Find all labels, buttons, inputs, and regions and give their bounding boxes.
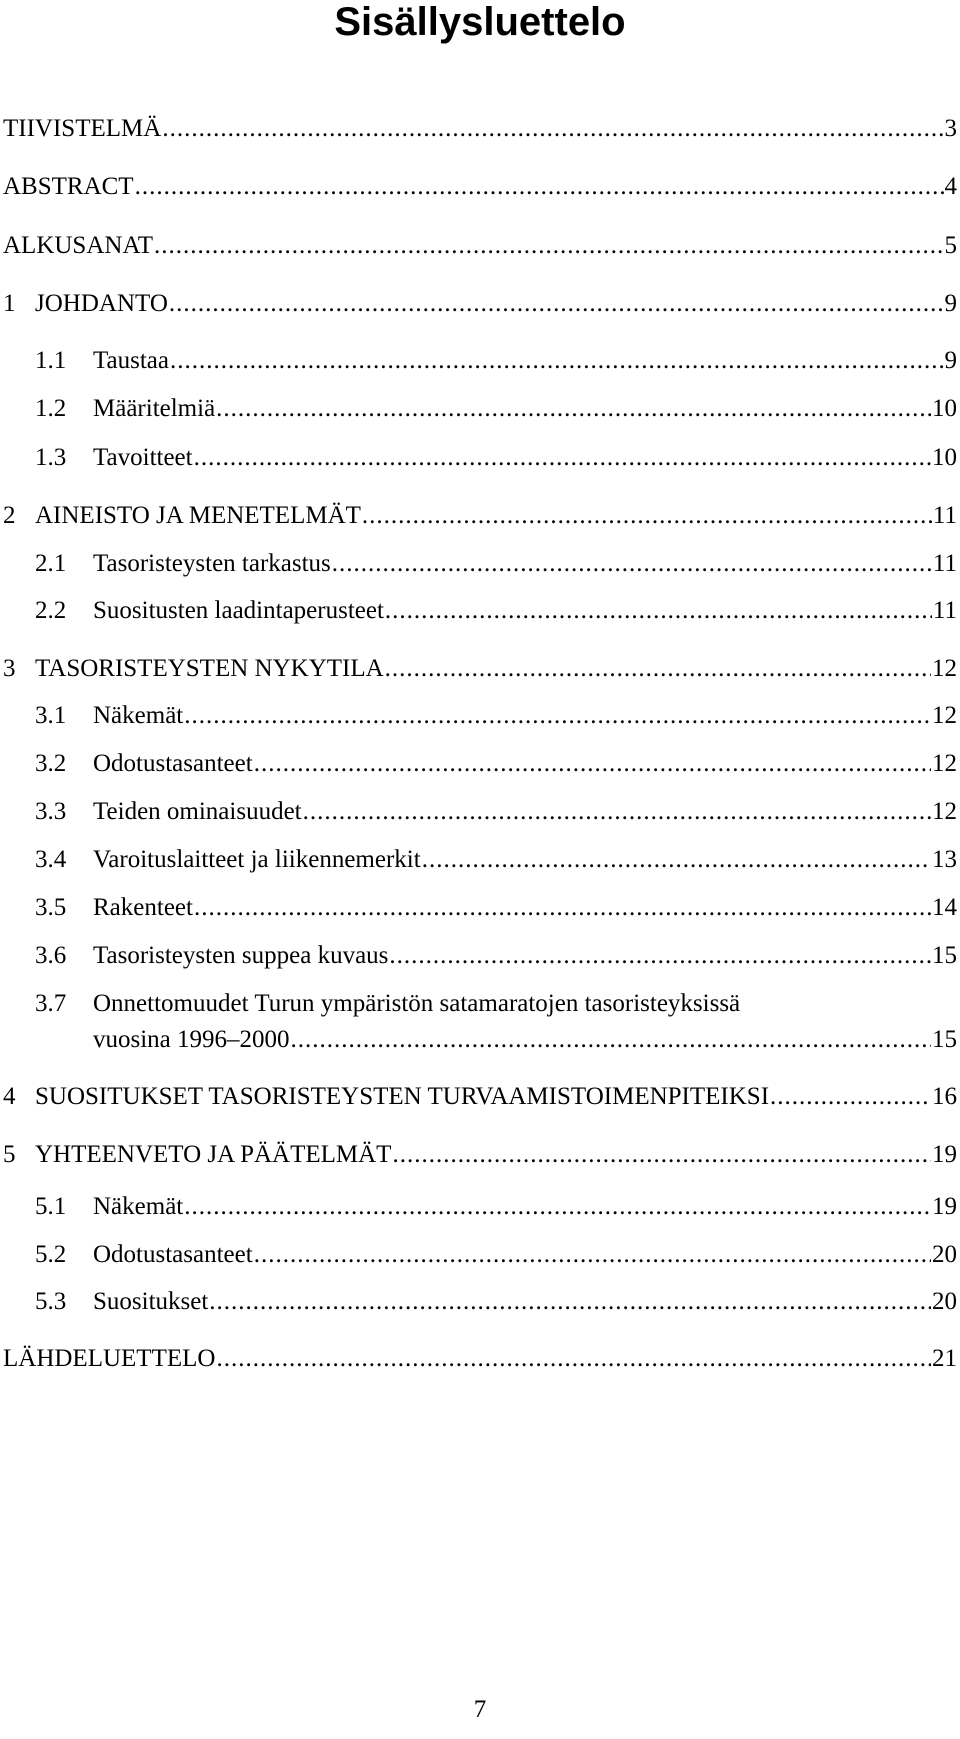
toc-entry-label: Tavoitteet bbox=[93, 444, 193, 471]
toc-entry-number: 5 bbox=[3, 1141, 16, 1168]
toc-entry-page: 11 bbox=[932, 502, 957, 529]
toc-entry-label: YHTEENVETO JA PÄÄTELMÄT bbox=[35, 1141, 392, 1168]
toc-entry-label: Näkemät bbox=[93, 702, 184, 729]
page-title: Sisällysluettelo bbox=[334, 0, 626, 44]
toc-entry-page: 10 bbox=[932, 444, 957, 471]
toc-entry-label: ABSTRACT bbox=[3, 173, 134, 200]
toc-entry-label: Taustaa bbox=[93, 347, 169, 374]
toc-entry-page: 11 bbox=[932, 597, 957, 624]
toc-entry-label: JOHDANTO bbox=[35, 290, 168, 317]
toc-entry-page: 14 bbox=[932, 894, 957, 921]
toc-entry-nykytila[interactable] bbox=[3, 654, 957, 684]
toc-entry-number: 3 bbox=[3, 655, 16, 682]
toc-entry-nakemat-2[interactable] bbox=[35, 1192, 957, 1222]
dot-leader bbox=[389, 941, 931, 971]
toc-entry-page: 12 bbox=[932, 655, 957, 682]
toc-entry-label: LÄHDELUETTELO bbox=[3, 1345, 216, 1372]
toc-entry-nakemat[interactable] bbox=[35, 701, 957, 731]
toc-entry-page: 19 bbox=[932, 1141, 957, 1168]
toc-entry-page: 9 bbox=[944, 290, 957, 317]
dot-leader bbox=[770, 1082, 931, 1112]
toc-entry-tiivistelma[interactable] bbox=[3, 114, 957, 144]
toc-entry-number: 1.1 bbox=[35, 347, 67, 374]
toc-entry-label: Tasoristeysten suppea kuvaus bbox=[93, 942, 389, 969]
dot-leader bbox=[385, 654, 931, 684]
page-number: 7 bbox=[473, 1696, 487, 1723]
toc-entry-label: TIIVISTELMÄ bbox=[3, 115, 162, 142]
toc-entry-label: Odotustasanteet bbox=[93, 750, 253, 777]
toc-entry-page: 20 bbox=[932, 1288, 957, 1315]
dot-leader bbox=[194, 893, 931, 923]
toc-entry-number: 1.2 bbox=[35, 395, 67, 422]
toc-entry-suositukset-turvaamistoimenpiteiksi[interactable] bbox=[3, 1082, 957, 1112]
toc-entry-suositusten-laadintaperusteet[interactable] bbox=[35, 596, 957, 626]
toc-entry-label: Tasoristeysten tarkastus bbox=[93, 550, 331, 577]
toc-entry-page: 12 bbox=[932, 798, 957, 825]
toc-entry-number: 3.6 bbox=[35, 942, 67, 969]
toc-entry-label: Teiden ominaisuudet bbox=[93, 798, 302, 825]
toc-entry-number: 2 bbox=[3, 502, 16, 529]
toc-entry-number: 3.7 bbox=[35, 990, 67, 1017]
toc-entry-johdanto[interactable] bbox=[3, 289, 957, 319]
toc-entry-number: 4 bbox=[3, 1083, 16, 1110]
toc-entry-number: 2.2 bbox=[35, 597, 67, 624]
toc-entry-label: Rakenteet bbox=[93, 894, 193, 921]
dot-leader bbox=[169, 289, 944, 319]
toc-entry-page: 12 bbox=[932, 750, 957, 777]
toc-entry-page: 20 bbox=[932, 1241, 957, 1268]
toc-entry-number: 5.2 bbox=[35, 1241, 67, 1268]
toc-entry-number: 3.3 bbox=[35, 798, 67, 825]
toc-entry-odotustasanteet-2[interactable] bbox=[35, 1240, 957, 1270]
toc-entry-page: 11 bbox=[932, 550, 957, 577]
dot-leader bbox=[392, 1140, 931, 1170]
toc-entry-label: Varoituslaitteet ja liikennemerkit bbox=[93, 846, 421, 873]
toc-entry-varoituslaitteet[interactable] bbox=[35, 845, 957, 875]
toc-entry-label: Suositukset bbox=[93, 1288, 209, 1315]
dot-leader bbox=[332, 549, 932, 579]
dot-leader bbox=[162, 114, 943, 144]
toc-entry-tavoitteet[interactable] bbox=[35, 443, 957, 473]
toc-entry-yhteenveto[interactable] bbox=[3, 1140, 957, 1170]
dot-leader bbox=[209, 1287, 931, 1317]
toc-entry-odotustasanteet[interactable] bbox=[35, 749, 957, 779]
toc-entry-number: 3.1 bbox=[35, 702, 67, 729]
dot-leader bbox=[254, 1240, 931, 1270]
toc-entry-label: ALKUSANAT bbox=[3, 232, 153, 259]
toc-entry-label-continued: vuosina 1996–2000 bbox=[93, 1026, 290, 1053]
toc-entry-abstract[interactable] bbox=[3, 172, 957, 202]
toc-entry-label: SUOSITUKSET TASORISTEYSTEN TURVAAMISTOIMENPITEIKSI bbox=[35, 1083, 770, 1110]
toc-entry-number: 3.2 bbox=[35, 750, 67, 777]
toc-entry-page: 10 bbox=[932, 395, 957, 422]
toc-entry-label: Näkemät bbox=[93, 1193, 184, 1220]
toc-entry-page: 21 bbox=[932, 1345, 957, 1372]
dot-leader bbox=[184, 701, 931, 731]
toc-entry-alkusanat[interactable] bbox=[3, 231, 957, 261]
toc-entry-page: 4 bbox=[944, 173, 957, 200]
toc-entry-page: 13 bbox=[932, 846, 957, 873]
toc-entry-label: Suositusten laadintaperusteet bbox=[93, 597, 384, 624]
toc-entry-label: TASORISTEYSTEN NYKYTILA bbox=[35, 655, 384, 682]
dot-leader bbox=[303, 797, 931, 827]
dot-leader bbox=[216, 1344, 931, 1374]
toc-entry-page: 3 bbox=[944, 115, 957, 142]
toc-entry-aineisto[interactable] bbox=[3, 501, 957, 531]
toc-entry-label: AINEISTO JA MENETELMÄT bbox=[35, 502, 361, 529]
toc-entry-number: 2.1 bbox=[35, 550, 67, 577]
toc-entry-label: Odotustasanteet bbox=[93, 1241, 253, 1268]
dot-leader bbox=[216, 394, 931, 424]
toc-entry-page: 15 bbox=[932, 942, 957, 969]
toc-entry-page: 15 bbox=[932, 1026, 957, 1053]
toc-entry-teiden-ominaisuudet[interactable] bbox=[35, 797, 957, 827]
toc-entry-page: 19 bbox=[932, 1193, 957, 1220]
toc-entry-rakenteet[interactable] bbox=[35, 893, 957, 923]
toc-entry-number: 5.3 bbox=[35, 1288, 67, 1315]
toc-entry-page: 16 bbox=[932, 1083, 957, 1110]
dot-leader bbox=[422, 845, 931, 875]
toc-entry-page: 5 bbox=[944, 232, 957, 259]
toc-entry-taustaa[interactable] bbox=[35, 346, 957, 376]
dot-leader bbox=[254, 749, 931, 779]
toc-entry-number: 3.4 bbox=[35, 846, 67, 873]
dot-leader bbox=[291, 1025, 931, 1055]
toc-entry-label: Määritelmiä bbox=[93, 395, 216, 422]
toc-entry-suositukset[interactable] bbox=[35, 1287, 957, 1317]
toc-entry-number: 5.1 bbox=[35, 1193, 67, 1220]
toc-entry-lahdeluettelo[interactable] bbox=[3, 1344, 957, 1374]
dot-leader bbox=[184, 1192, 931, 1222]
toc-entry-number: 1 bbox=[3, 290, 16, 317]
dot-leader bbox=[135, 172, 944, 202]
toc-entry-number: 3.5 bbox=[35, 894, 67, 921]
toc-entry-maaritelmia[interactable] bbox=[35, 394, 957, 424]
toc-entry-onnettomuudet-continued[interactable] bbox=[93, 1025, 957, 1055]
dot-leader bbox=[362, 501, 932, 531]
dot-leader bbox=[154, 231, 944, 261]
toc-entry-page: 12 bbox=[932, 702, 957, 729]
toc-entry-page: 9 bbox=[944, 347, 957, 374]
toc-entry-label: Onnettomuudet Turun ympäristön satamaratojen tasoristeyksissä bbox=[93, 990, 741, 1017]
dot-leader bbox=[170, 346, 944, 376]
toc-entry-tasoristeysten-tarkastus[interactable] bbox=[35, 549, 957, 579]
dot-leader bbox=[194, 443, 931, 473]
toc-entry-onnettomuudet[interactable] bbox=[35, 989, 957, 1019]
toc-entry-number: 1.3 bbox=[35, 444, 67, 471]
toc-entry-suppea-kuvaus[interactable] bbox=[35, 941, 957, 971]
dot-leader bbox=[385, 596, 932, 626]
